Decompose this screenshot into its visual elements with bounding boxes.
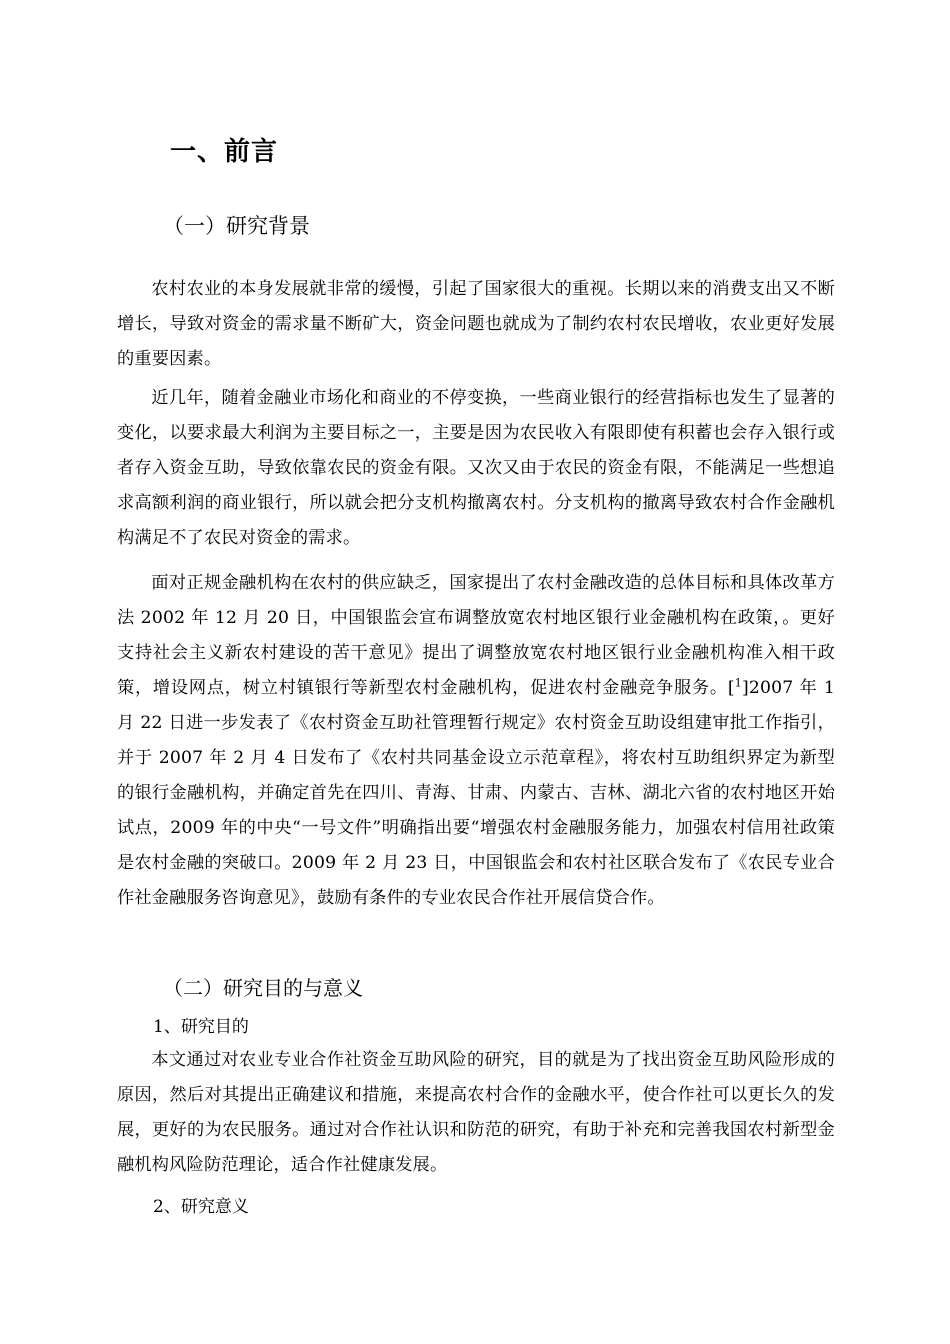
subsection-heading-purpose: 1、研究目的 (153, 1017, 249, 1037)
section-heading-background: （一）研究背景 (163, 214, 310, 238)
paragraph-3-text-after: ]2007 年 1 月 22 日进一步发表了《农村资金互助社管理暂行规定》农村资金互助设组建审批工作指引，并于 2007 年 2 月 4 日发布了《农村共同基金设立示范章程》，将农村互助组织界定为新型的银行金融机构，并确定首先在四川、青海、甘肃、内蒙古、吉林、湖北六省的农村地区开始试点，2009 年的中央“一号文件”明确指出要“增强农村金融服务能力，加强农村信用社政策是农村金融的突破口。2009 年 2 月 23 日，中国银监会和农村社区联合发布了《农民专业合作社金融服务咨询意见》，鼓励有条件的专业农民合作社开展信贷合作。 (117, 678, 836, 908)
citation-superscript: 1 (734, 676, 742, 690)
paragraph-background-1: 农村农业的本身发展就非常的缓慢，引起了国家很大的重视。长期以来的消费支出又不断增长，导致对资金的需求量不断矿大，资金问题也就成为了制约农村农民增收，农业更好发展的重要因素。 (117, 279, 835, 369)
paragraph-background-2: 近几年，随着金融业市场化和商业的不停变换，一些商业银行的经营指标也发生了显著的变化，以要求最大利润为主要目标之一，主要是因为农民收入有限即使有积蓄也会存入银行或者存入资金互助，导致依靠农民的资金有限。又次又由于农民的资金有限，不能满足一些想追求高额利润的商业银行，所以就会把分支机构撤离农村。分支机构的撤离导致农村合作金融机构满足不了农民对资金的需求。 (117, 388, 835, 548)
paragraph-3-text-before: 面对正规金融机构在农村的供应缺乏，国家提出了农村金融改造的总体目标和具体改革方法 2002 年 12 月 20 日，中国银监会宣布调整放宽农村地区银行业金融机构在政策，。更好支持社会主义新农村建设的苦干意见》提出了调整放宽农村地区银行业金融机构准入相干政策，增设网点，树立村镇银行等新型农村金融机构，促进农村金融竞争服务。[ (117, 573, 835, 698)
section-heading-purpose: （二）研究目的与意义 (163, 976, 363, 1000)
paragraph-purpose: 本文通过对农业专业合作社资金互助风险的研究，目的就是为了找出资金互助风险形成的原因，然后对其提出正确建议和措施，来提高农村合作的金融水平，使合作社可以更长久的发展，更好的为农民服务。通过对合作社认识和防范的研究，有助于补充和完善我国农村新型金融机构风险防范理论，适合作社健康发展。 (117, 1050, 835, 1175)
subsection-heading-significance: 2、研究意义 (153, 1197, 249, 1217)
chapter-heading: 一、前言 (170, 137, 279, 167)
paragraph-background-3 (117, 566, 835, 916)
